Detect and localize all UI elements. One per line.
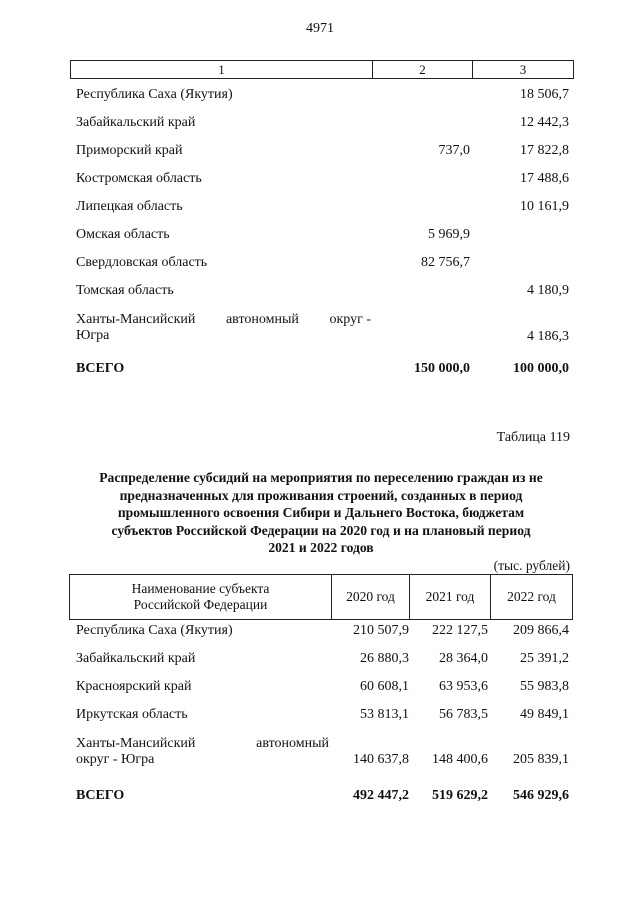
table1-header-col1: 1 [218,62,225,77]
region-name: Омская область [76,227,170,242]
total-2020: 492 447,2 [353,788,409,803]
table1-row-khmao-name [76,312,371,344]
value-2022: 25 391,2 [520,651,569,666]
page-number: 4971 [306,21,334,36]
table1-header [70,60,574,79]
value-2021: 148 400,6 [432,752,488,767]
value-2021: 222 127,5 [432,623,488,638]
table2-header-name [70,575,331,619]
total-2021: 519 629,2 [432,788,488,803]
table-label: Таблица 119 [496,430,570,445]
region-name: Томская область [76,283,174,298]
region-name-word: Ханты-Мансийский [76,312,196,327]
value-2022: 49 849,1 [520,707,569,722]
units-label: (тыс. рублей) [493,558,570,573]
region-name: Забайкальский край [76,651,196,666]
table1-header-col2: 2 [419,62,426,77]
total-col2: 150 000,0 [414,361,470,376]
table2-header-2020: 2020 год [346,589,395,604]
total-label: ВСЕГО [76,788,125,803]
value-2021: 28 364,0 [439,651,488,666]
value-2020: 53 813,1 [360,707,409,722]
region-name: Свердловская область [76,255,208,270]
value-col3: 12 442,3 [520,115,569,130]
value-2021: 56 783,5 [439,707,488,722]
value-col3: 4 186,3 [527,329,569,344]
value-col2: 5 969,9 [428,227,470,242]
value-col3: 17 822,8 [520,143,569,158]
region-name-line2: округ - Югра [76,752,155,767]
header-name-line1: Наименование субъекта [131,581,270,596]
table1-header-col3: 3 [519,62,527,77]
value-col3: 10 161,9 [520,199,569,214]
table2-header-2022: 2022 год [507,589,556,604]
region-name-word: автономный [225,312,299,327]
value-2020: 210 507,9 [353,623,409,638]
caption-line: Распределение субсидий на мероприятия по переселению граждан из не [99,470,543,485]
value-col2: 82 756,7 [421,255,470,270]
region-name: Липецкая область [76,199,183,214]
region-name: Республика Саха (Якутия) [76,623,233,638]
value-2022: 205 839,1 [513,752,569,767]
total-col3: 100 000,0 [513,361,569,376]
caption-line: 2021 и 2022 годов [268,540,374,555]
region-name-word: автономный [256,736,329,751]
table-caption [70,469,572,557]
region-name: Приморский край [76,143,183,158]
value-2022: 55 983,8 [520,679,569,694]
value-2022: 209 866,4 [513,623,569,638]
header-name-line2: Российской Федерации [133,597,268,612]
table2-row-khmao-name [76,736,329,768]
caption-line: предназначенных для проживания строений, созданных в период [119,487,523,503]
caption-line: промышленного освоения Сибири и Дальнего Востока, бюджетам [117,505,525,520]
value-2020: 60 608,1 [360,679,409,694]
table2-header [69,574,573,620]
value-2021: 63 953,6 [439,679,488,694]
total-label: ВСЕГО [76,361,125,376]
table2-header-2021: 2021 год [425,589,475,604]
region-name: Забайкальский край [76,115,196,130]
region-name-word: Ханты-Мансийский [76,736,196,751]
region-name: Республика Саха (Якутия) [76,87,233,102]
total-2022: 546 929,6 [513,788,569,803]
region-name-word: округ - [329,312,371,327]
value-col3: 18 506,7 [520,87,569,102]
region-name-line2: Югра [76,328,110,343]
region-name: Иркутская область [76,707,188,722]
caption-line: субъектов Российской Федерации на 2020 год и на плановый период [111,522,531,538]
value-2020: 140 637,8 [353,752,409,767]
value-col3: 17 488,6 [520,171,569,186]
region-name: Красноярский край [76,679,192,694]
value-col2: 737,0 [438,143,470,158]
value-col3: 4 180,9 [527,283,569,298]
value-2020: 26 880,3 [360,651,409,666]
region-name: Костромская область [76,171,202,186]
